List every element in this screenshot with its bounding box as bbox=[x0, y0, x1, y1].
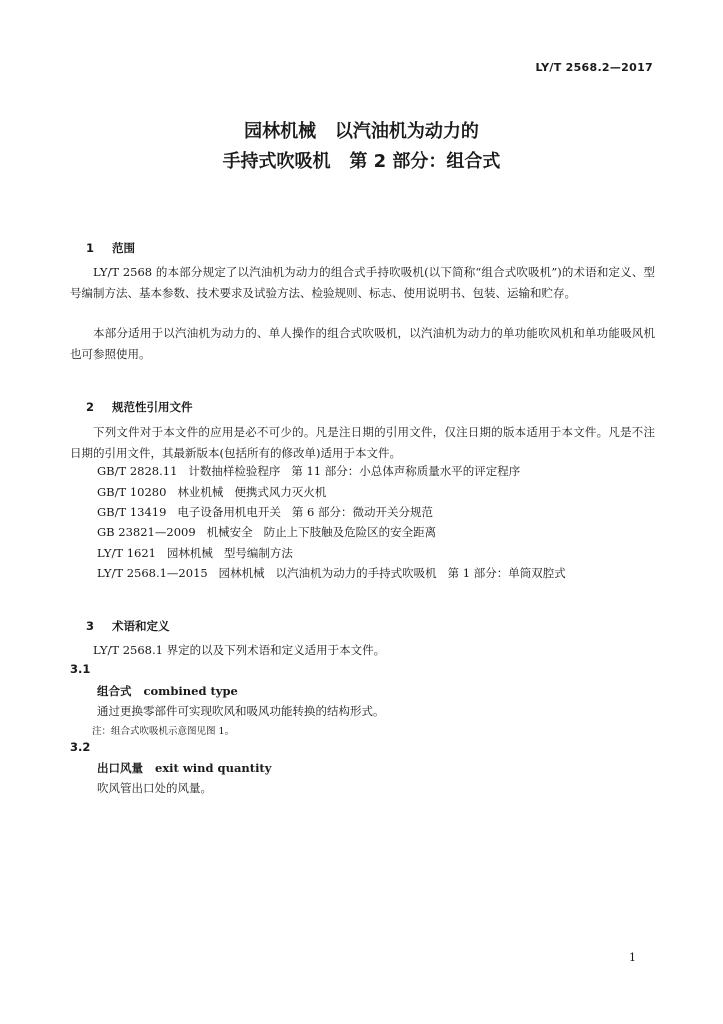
clause-number: 3.1 bbox=[70, 662, 91, 676]
scope-paragraph-2: 本部分适用于以汽油机为动力的、单人操作的组合式吹吸机，以汽油机为动力的单功能吹风机和单功能吸风机也可参照使用。 bbox=[70, 326, 655, 361]
reference-item: LY/T 2568.1—2015 园林机械 以汽油机为动力的手持式吹吸机 第 1 部分：单筒双腔式 bbox=[97, 566, 566, 580]
section-number: 1 bbox=[86, 241, 95, 255]
scope-paragraph-1: LY/T 2568 的本部分规定了以汽油机为动力的组合式手持吹吸机(以下简称“组合式吹吸机”)的术语和定义、型号编制方法、基本参数、技术要求及试验方法、检验规则、标志、使用说明书、包装、运输和贮存。 bbox=[70, 265, 655, 300]
standard-code: LY/T 2568.2—2017 bbox=[535, 61, 653, 74]
document-title-line-2: 手持式吹吸机 第 2 部分：组合式 bbox=[222, 151, 501, 172]
section-title: 术语和定义 bbox=[112, 619, 170, 633]
reference-item: GB 23821—2009 机械安全 防止上下肢触及危险区的安全距离 bbox=[97, 525, 437, 539]
section-number: 3 bbox=[86, 619, 95, 633]
document-title-line-1: 园林机械 以汽油机为动力的 bbox=[244, 121, 479, 142]
term-definition: 通过更换零部件可实现吹风和吸风功能转换的结构形式。 bbox=[97, 704, 385, 718]
page-number: 1 bbox=[629, 951, 636, 964]
reference-item: LY/T 1621 园林机械 型号编制方法 bbox=[97, 546, 293, 560]
clause-number: 3.2 bbox=[70, 740, 91, 754]
term-entry: 组合式 combined type bbox=[97, 684, 238, 698]
section-title: 规范性引用文件 bbox=[112, 400, 193, 414]
reference-item: GB/T 13419 电子设备用机电开关 第 6 部分：微动开关分规范 bbox=[97, 505, 433, 519]
term-entry: 出口风量 exit wind quantity bbox=[97, 761, 272, 775]
section-number: 2 bbox=[86, 400, 95, 414]
section-title: 范围 bbox=[112, 241, 136, 255]
term-definition: 吹风管出口处的风量。 bbox=[97, 781, 212, 795]
terms-intro-paragraph: LY/T 2568.1 界定的以及下列术语和定义适用于本文件。 bbox=[93, 643, 386, 657]
term-note: 注：组合式吹吸机示意图见图 1。 bbox=[92, 726, 235, 737]
reference-item: GB/T 2828.11 计数抽样检验程序 第 11 部分：小总体声称质量水平的评定程序 bbox=[97, 464, 521, 478]
reference-item: GB/T 10280 林业机械 便携式风力灭火机 bbox=[97, 485, 327, 499]
normative-intro-paragraph: 下列文件对于本文件的应用是必不可少的。凡是注日期的引用文件，仅注日期的版本适用于本文件。凡是不注日期的引用文件，其最新版本(包括所有的修改单)适用于本文件。 bbox=[70, 425, 655, 460]
